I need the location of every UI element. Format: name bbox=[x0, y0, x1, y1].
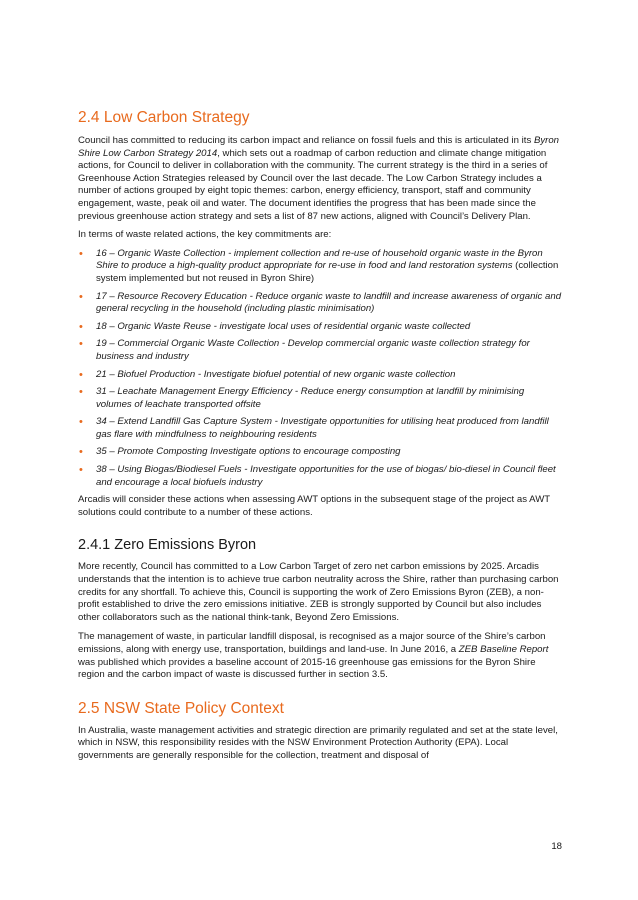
bullet-icon: • bbox=[79, 290, 83, 303]
bullet-icon: • bbox=[79, 368, 83, 381]
list-item-text: 38 – Using Biogas/Biodiesel Fuels - Investigate opportunities for the use of biogas/ bio-diesel in Council fleet and encourage a local biofuels industry bbox=[96, 464, 556, 488]
list-item-text: 17 – Resource Recovery Education - Reduce organic waste to landfill and increase awareness of organic and general recycling in the household (including plastic minimisation) bbox=[96, 290, 562, 315]
zeb-text-a: The management of waste, in particular landfill disposal, is recognised as a major source of the Shire’s carbon emissions, along with energy use, transportation, buildings and land-use. In June 2016, a bbox=[78, 631, 546, 655]
list-item bbox=[78, 446, 562, 459]
bullet-icon: • bbox=[79, 446, 83, 459]
bullet-icon: • bbox=[79, 464, 83, 477]
list-item bbox=[78, 291, 562, 316]
list-item-text: 31 – Leachate Management Energy Efficiency - Reduce energy consumption at landfill by minimising volumes of leachate transported offsite bbox=[96, 386, 525, 410]
list-item bbox=[78, 386, 562, 411]
list-item-text: 19 – Commercial Organic Waste Collection - Develop commercial organic waste collection strategy for business and industry bbox=[96, 338, 530, 362]
list-item-text: 16 – Organic Waste Collection - implement collection and re-use of household organic waste in the Byron Shire to produce a high-quality product appropriate for re-use in food and land restoration systems bbox=[96, 247, 543, 272]
bullet-icon: • bbox=[79, 320, 83, 333]
list-item-text: 18 – Organic Waste Reuse - investigate local uses of residential organic waste collected bbox=[96, 320, 471, 332]
bullet-icon: • bbox=[79, 338, 83, 351]
list-item-note: (collection system implemented but not reused in Byron Shire) bbox=[96, 260, 559, 284]
zeb-text-b: was published which provides a baseline account of 2015-16 greenhouse gas emissions for the Byron Shire region and the carbon impact of waste is discussed further in section 3.5. bbox=[78, 656, 536, 681]
waste-actions-list bbox=[78, 248, 562, 490]
heading-zero-emissions-byron: 2.4.1 Zero Emissions Byron bbox=[78, 537, 257, 554]
list-item bbox=[78, 248, 562, 286]
list-item bbox=[78, 338, 562, 363]
list-item-text: 34 – Extend Landfill Gas Capture System - Investigate opportunities for utilising heat produced from landfill gas flare with mindfulness to neighbouring residents bbox=[96, 416, 549, 440]
intro-text-1: Council has committed to reducing its carbon impact and reliance on fossil fuels and this is articulated in its bbox=[78, 135, 534, 146]
waste-actions-lead: In terms of waste related actions, the key commitments are: bbox=[78, 229, 332, 241]
intro-text-2: , which sets out a roadmap of carbon reduction and climate change mitigation actions, for Council to deliver in collaboration with the community. The current strategy is the third in a series of Greenhouse Action Strategies released by Council over the last decade. The Low Carbon Strategy includes a number of actions grouped by eight topic themes: carbon, energy efficiency, transport, staff and community engagement, waste, peak oil and water. The document identifies the progress that has been made since the previous greenhouse action strategy and sets a list of 87 new actions, aligned with Council’s Delivery Plan. bbox=[78, 147, 548, 222]
heading-nsw-state-policy: 2.5 NSW State Policy Context bbox=[78, 699, 284, 717]
page-content bbox=[78, 108, 562, 763]
zeb-report-title: ZEB Baseline Report bbox=[458, 644, 549, 655]
low-carbon-intro-paragraph bbox=[78, 135, 562, 223]
actions-closing-paragraph: Arcadis will consider these actions when assessing AWT options in the subsequent stage of the project as AWT solutions could contribute to a number of these actions. bbox=[78, 494, 550, 518]
bullet-icon: • bbox=[79, 416, 83, 429]
heading-low-carbon-strategy: 2.4 Low Carbon Strategy bbox=[78, 109, 250, 126]
list-item bbox=[78, 416, 562, 441]
list-item-text: 35 – Promote Composting Investigate options to encourage composting bbox=[96, 446, 401, 458]
page-number: 18 bbox=[551, 841, 562, 852]
list-item bbox=[78, 464, 562, 489]
bullet-icon: • bbox=[79, 386, 83, 399]
nsw-paragraph-1: In Australia, waste management activities and strategic direction are primarily regulated and set at the state level, which in NSW, this responsibility resides with the NSW Environment Protection Authority (EPA). Local governments are generally responsible for the collection, treatment and disposal of bbox=[78, 724, 558, 761]
zeb-paragraph-1: More recently, Council has committed to a Low Carbon Target of zero net carbon emissions by 2025. Arcadis understands that the intention is to achieve true carbon neutrality across the Shire, rather than purchasing carbon credits for any shortfall. To achieve this, Council is supporting the work of Zero Emissions Byron (ZEB), a non-profit established to drive the zero emissions initiative. ZEB is strongly supported by Council but also includes other collaborators such as the national think-tank, Beyond Zero Emissions. bbox=[78, 561, 559, 623]
list-item bbox=[78, 321, 562, 334]
intro-document-title: Byron Shire Low Carbon Strategy 2014 bbox=[78, 135, 559, 159]
list-item bbox=[78, 369, 562, 382]
list-item-text: 21 – Biofuel Production - Investigate biofuel potential of new organic waste collection bbox=[96, 368, 456, 380]
bullet-icon: • bbox=[79, 247, 83, 260]
zeb-paragraph-2 bbox=[78, 631, 562, 681]
